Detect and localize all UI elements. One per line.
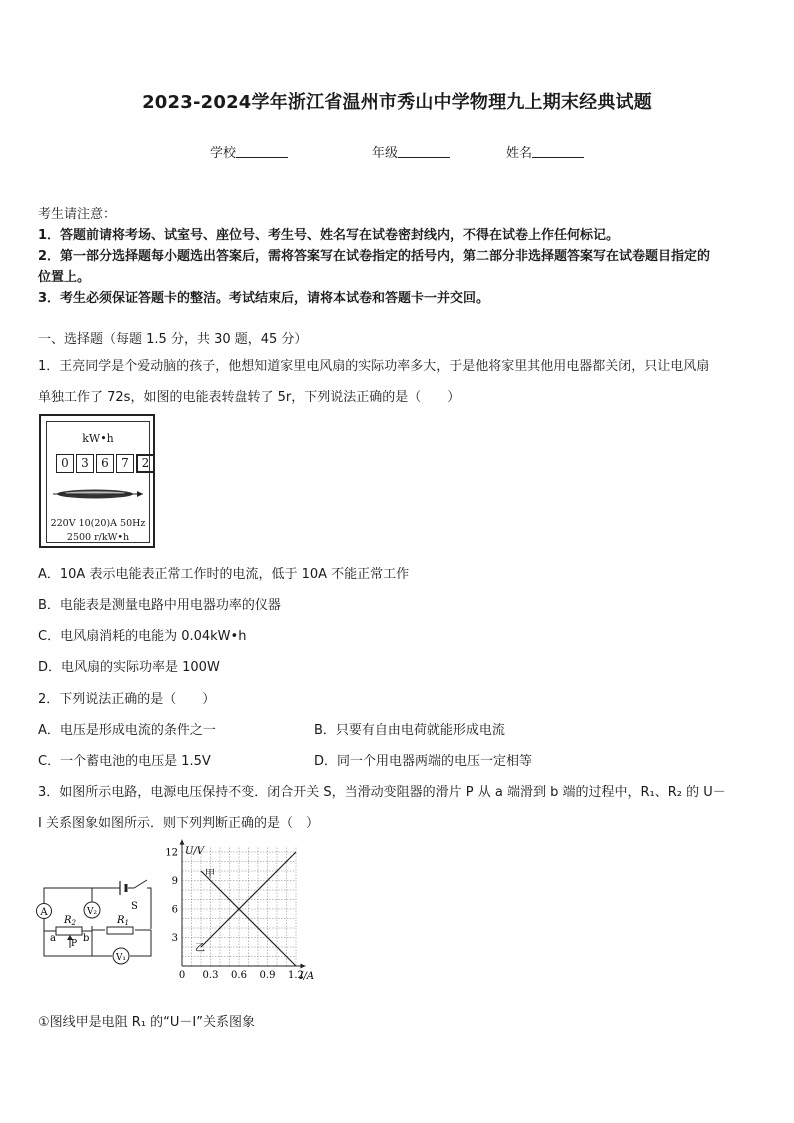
- q1-option-b: B．电能表是测量电路中用电器功率的仪器: [38, 598, 281, 613]
- circuit-wire: [147, 888, 151, 929]
- school-blank[interactable]: [236, 144, 288, 158]
- notice-heading: 考生请注意：: [38, 207, 117, 222]
- x-tick-label: 0.6: [231, 970, 247, 981]
- meter-digit: 7: [116, 454, 134, 473]
- circuit-wire: [128, 880, 147, 888]
- r1-sub: 1: [124, 919, 129, 927]
- y-tick-label: 3: [171, 933, 178, 944]
- v1-label: V₁: [115, 953, 127, 963]
- r2-sub: 2: [71, 919, 76, 927]
- meter-digit: 2: [136, 454, 155, 473]
- q2-option-c: C．一个蓄电池的电压是 1.5V: [38, 754, 211, 769]
- page-title: 2023-2024学年浙江省温州市秀山中学物理九上期末经典试题: [142, 92, 652, 113]
- meter-digit: 6: [96, 454, 114, 473]
- slider-p-label: P: [71, 939, 78, 949]
- q2-stem: 2．下列说法正确的是（ ）: [38, 692, 216, 707]
- r1-label: R: [117, 915, 125, 926]
- meter-spec-voltage: 220V 10(20)A 50Hz: [50, 518, 146, 529]
- q1-option-c: C．电风扇消耗的电能为 0.04kW•h: [38, 629, 247, 644]
- x-tick-label: 1.2: [288, 970, 304, 981]
- notice-item: 2．第一部分选择题每小题选出答案后，需将答案写在试卷指定的括号内，第二部分非选择题答案写在试卷题目指定的: [38, 249, 711, 264]
- q1-stem-line1: 1．王亮同学是个爱动脑的孩子，他想知道家里电风扇的实际功率多大，于是他将家里其他用电器都关闭，只让电风扇: [38, 359, 710, 374]
- y-axis-arrow: [180, 840, 185, 845]
- q3-stem-line1: 3．如图所示电路，电源电压保持不变．闭合开关 S，当滑动变阻器的滑片 P 从 a 端滑到 b 端的过程中，R₁、R₂ 的 U－: [38, 785, 726, 800]
- q2-option-a: A．电压是形成电流的条件之一: [38, 723, 216, 738]
- meter-unit: kW•h: [82, 432, 114, 445]
- ui-chart: [160, 842, 315, 982]
- grade-blank[interactable]: [398, 144, 450, 158]
- school-field: [210, 142, 288, 161]
- notice-item: 1．答题前请将考场、试室号、座位号、考生号、姓名写在试卷密封线内，不得在试卷上作任何标记。: [38, 228, 620, 243]
- q1-stem-line2: 单独工作了 72s，如图的电能表转盘转了 5r，下列说法正确的是（ ）: [38, 390, 461, 405]
- terminal-a-label: a: [50, 933, 56, 944]
- meter-face: [46, 421, 150, 543]
- q1-option-d: D．电风扇的实际功率是 100W: [38, 660, 220, 675]
- notice-item: 3．考生必须保证答题卡的整洁。考试结束后，请将本试卷和答题卡一并交回。: [38, 291, 490, 306]
- section-heading: 一、选择题（每题 1.5 分，共 30 题，45 分）: [38, 332, 308, 347]
- meter-disc-icon: [51, 486, 147, 502]
- y-tick-label: 6: [171, 904, 178, 916]
- svg-text:R1: [116, 915, 129, 927]
- v2-label: V₂: [86, 907, 98, 917]
- electric-meter-figure: [39, 414, 155, 548]
- meter-spec-rev: 2500 r/kW•h: [66, 532, 130, 543]
- x-axis-arrow: [301, 964, 306, 969]
- name-label: 姓名: [506, 146, 533, 161]
- x-tick-label: 0.3: [202, 970, 219, 981]
- q3-statement-1: ①图线甲是电阻 R₁ 的“U－I”关系图象: [38, 1015, 255, 1030]
- meter-digit: 3: [76, 454, 94, 473]
- circuit-diagram: [34, 878, 159, 970]
- grade-field: [372, 142, 450, 161]
- notice-item: 位置上。: [38, 270, 91, 285]
- ammeter-label: A: [40, 907, 48, 918]
- svg-text:R2: [63, 915, 77, 927]
- r1-resistor: [107, 927, 133, 934]
- q3-stem-line2: I 关系图象如图所示．则下列判断正确的是（ ）: [38, 816, 319, 831]
- meter-digits: [56, 454, 157, 473]
- switch-label: S: [131, 901, 138, 912]
- x-axis-label: I/A: [299, 971, 315, 982]
- y-axis-label: U/V: [185, 846, 205, 857]
- r2-label: R: [64, 915, 72, 926]
- meter-digit: 0: [56, 454, 74, 473]
- name-field: [506, 142, 584, 161]
- x-tick-label: 0.9: [259, 970, 276, 981]
- q2-option-d: D．同一个用电器两端的电压一定相等: [314, 754, 533, 769]
- series-label-jia: 甲: [205, 869, 215, 880]
- terminal-b-label: b: [83, 933, 90, 944]
- grade-label: 年级: [372, 146, 399, 161]
- x-tick-label: 0: [178, 970, 186, 981]
- name-blank[interactable]: [532, 144, 584, 158]
- q1-option-a: A．10A 表示电能表正常工作时的电流，低于 10A 不能正常工作: [38, 567, 410, 582]
- school-label: 学校: [210, 146, 237, 161]
- q2-option-b: B．只要有自由电荷就能形成电流: [314, 723, 505, 738]
- series-label-yi: 乙: [195, 943, 205, 954]
- y-tick-label: 9: [171, 876, 178, 887]
- y-tick-label: 12: [165, 847, 178, 859]
- r2-resistor: [56, 927, 82, 935]
